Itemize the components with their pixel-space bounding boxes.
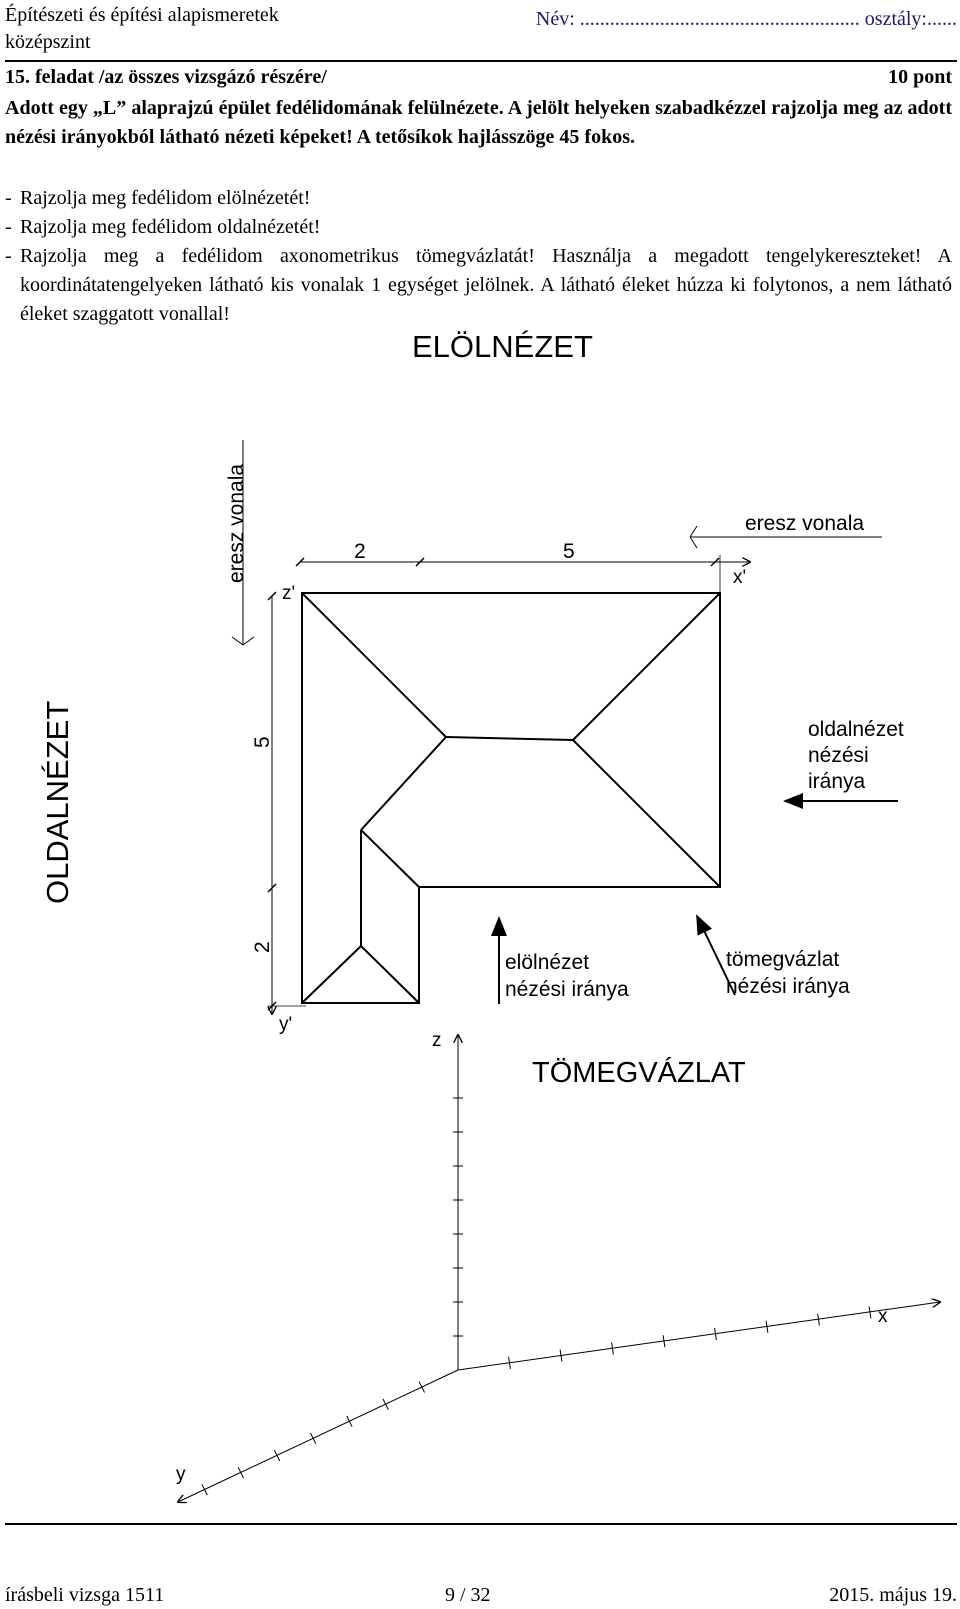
name-class-field[interactable]: Név: ........................................................ osztály:......	[535, 8, 957, 30]
task-intro: Adott egy „L” alaprajzú épület fedélidomának felülnézete. A jelölt helyeken szabadkézzel rajzolja meg az adott nézési irányokból látható nézeti képeket! A tetősíkok hajlásszöge 45 fokos.	[5, 97, 952, 148]
axis-tick	[311, 1433, 316, 1444]
axis-y-prime: y'	[279, 1014, 293, 1035]
task-item: - Rajzolja meg fedélidom elölnézetét!	[5, 187, 311, 209]
axis-tick	[274, 1450, 279, 1461]
eaves-line-horizontal-label: eresz vonala	[745, 512, 865, 535]
axis-tick	[347, 1416, 352, 1427]
page-footer	[5, 1523, 957, 1609]
svg-text:oldalnézet: oldalnézet	[808, 718, 904, 741]
axis-y-label: y	[176, 1464, 186, 1485]
axis-tick	[383, 1399, 388, 1410]
svg-text:nézési: nézési	[808, 744, 869, 767]
axis-tick	[238, 1467, 243, 1478]
eaves-line-vertical	[225, 440, 254, 645]
axonometric-axes	[176, 1030, 940, 1502]
svg-text:iránya: iránya	[808, 770, 866, 793]
axis-tick	[419, 1382, 424, 1393]
footer-exam: írásbeli vizsga 1511	[5, 1584, 165, 1606]
dim-top-2: 5	[563, 540, 575, 563]
dimension-top	[296, 540, 750, 600]
axis-x-label: x	[878, 1306, 888, 1327]
axis-x-prime: x'	[733, 567, 747, 588]
dim-left-2: 2	[251, 941, 274, 953]
massing-label: TÖMEGVÁZLAT	[532, 1057, 746, 1089]
task-item: - Rajzolja meg fedélidom oldalnézetét!	[5, 216, 321, 238]
eaves-line-vertical-label: eresz vonala	[225, 463, 248, 583]
side-view-direction	[785, 718, 904, 801]
footer-date: 2015. május 19.	[829, 1584, 957, 1606]
subject-line-2: középszint	[5, 31, 91, 53]
svg-text:nézési iránya: nézési iránya	[505, 978, 629, 1001]
dimension-left	[251, 583, 306, 1035]
svg-text:tömegvázlat: tömegvázlat	[726, 948, 840, 971]
dim-top-1: 2	[354, 540, 366, 563]
massing-view-direction	[697, 916, 850, 998]
axis-tick	[202, 1484, 207, 1495]
side-view-label: OLDALNÉZET	[40, 700, 75, 904]
roof-plan	[302, 593, 720, 1003]
task-points: 10 pont	[888, 66, 952, 88]
svg-text:nézési iránya: nézési iránya	[726, 975, 850, 998]
front-view-label: ELÖLNÉZET	[412, 329, 593, 364]
task-number: 15. feladat /az összes vizsgázó részére/	[5, 66, 327, 88]
footer-page-number: 9 / 32	[445, 1584, 491, 1606]
dim-left-1: 5	[251, 736, 274, 748]
front-view-direction	[499, 918, 629, 1004]
eaves-line-horizontal	[690, 512, 882, 548]
axis-z-label: z	[432, 1030, 442, 1051]
axis-z-prime: z'	[282, 583, 296, 604]
task-item: - Rajzolja meg a fedélidom axonometrikus tömegvázlatát! Használja a megadott tengelykereszteket! A koordinátatengelyeken látható kis vonalak 1 egységet jelölnek. A látható éleket húzza ki folytonos, a nem látható éleket szaggatott vonallal!	[5, 245, 952, 325]
subject-line-1: Építészeti és építési alapismeretek	[5, 4, 279, 26]
svg-text:elölnézet: elölnézet	[505, 951, 590, 974]
